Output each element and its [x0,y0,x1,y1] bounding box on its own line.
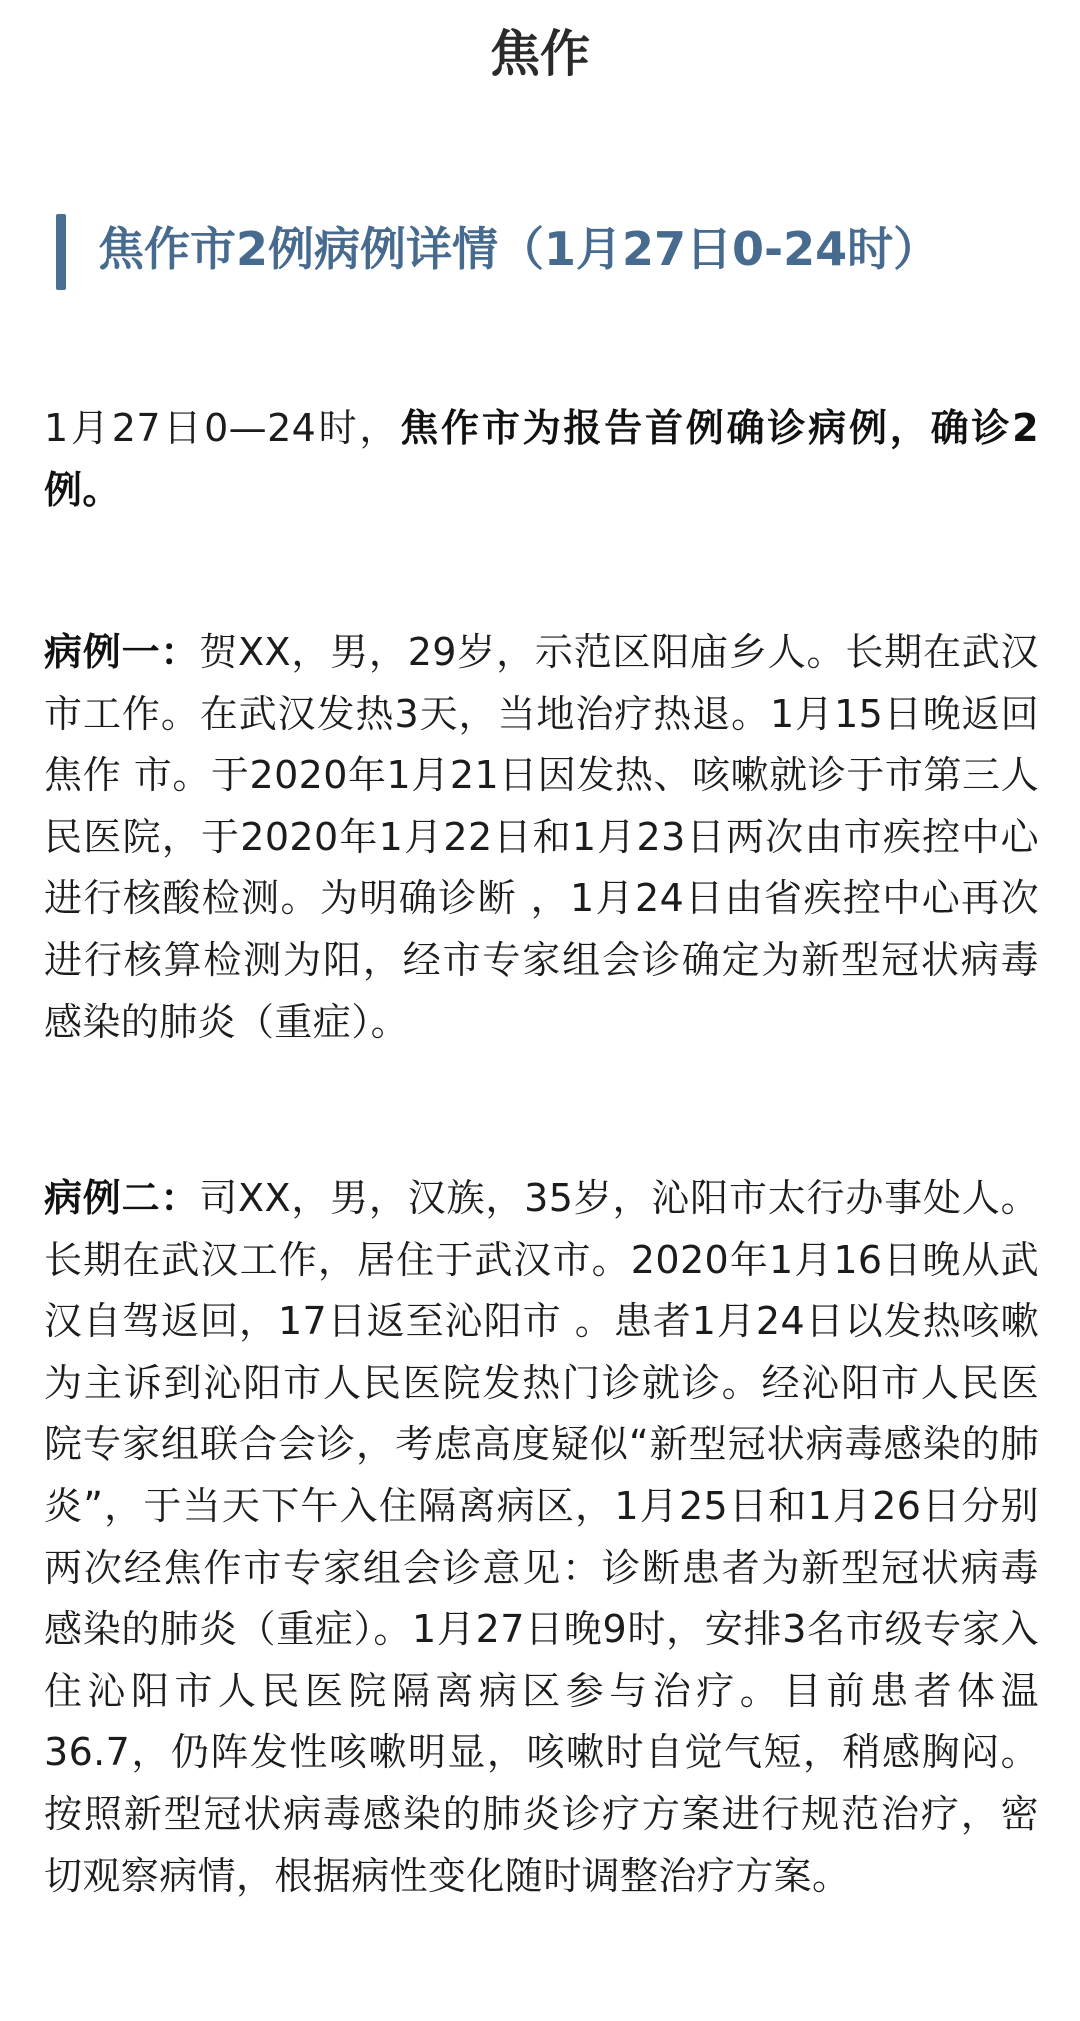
case-two-label: 病例二： [44,1176,200,1220]
case-two-paragraph [44,1168,1039,1907]
case-two-text: 司XX，男，汉族，35岁，沁阳市太行办事处人。长期在武汉工作，居住于武汉市。2020年1月16日晚从武汉自驾返回，17日返至沁阳市 。患者1月24日以发热咳嗽为主诉到沁阳市人民医院发热门诊就诊。经沁阳市人民医院专家组联合会诊，考虑高度疑似“新型冠状病毒感染的肺炎”，于当天下午入住隔离病区，1月25日和1月26日分别两次经焦作市专家组会诊意见：诊断患者为新型冠状病毒感染的肺炎（重症）。1月27日晚9时，安排3名市级专家入住沁阳市人民医院隔离病区参与治疗。目前患者体温36.7，仍阵发性咳嗽明显，咳嗽时自觉气短，稍感胸闷。按照新型冠状病毒感染的肺炎诊疗方案进行规范治疗，密切观察病情，根据病性变化随时调整治疗方案。 [44,1176,1039,1898]
case-one-label: 病例一： [44,630,200,674]
section-header [56,208,1036,290]
section-title: 焦作市2例病例详情（1月27日0-24时） [98,222,940,276]
intro-prefix: 1月27日0—24时， [44,406,401,450]
page-title: 焦作 [490,25,590,83]
intro-paragraph [44,398,1039,521]
case-one-paragraph [44,622,1039,1053]
intro-highlight: 焦作市为报告首例确诊病例，确诊2例。 [44,406,1039,512]
case-one-text: 贺XX，男，29岁，示范区阳庙乡人。长期在武汉市工作。在武汉发热3天，当地治疗热退。1月15日晚返回焦作 市。于2020年1月21日因发热、咳嗽就诊于市第三人民医院，于2020年1月22日和1月23日两次由市疾控中心进行核酸检测。为明确诊断 ，1月24日由省疾控中心再次进行核算检测为阳，经市专家组会诊确定为新型冠状病毒感染的肺炎（重症）。 [44,630,1039,1044]
section-accent-bar [56,214,66,290]
